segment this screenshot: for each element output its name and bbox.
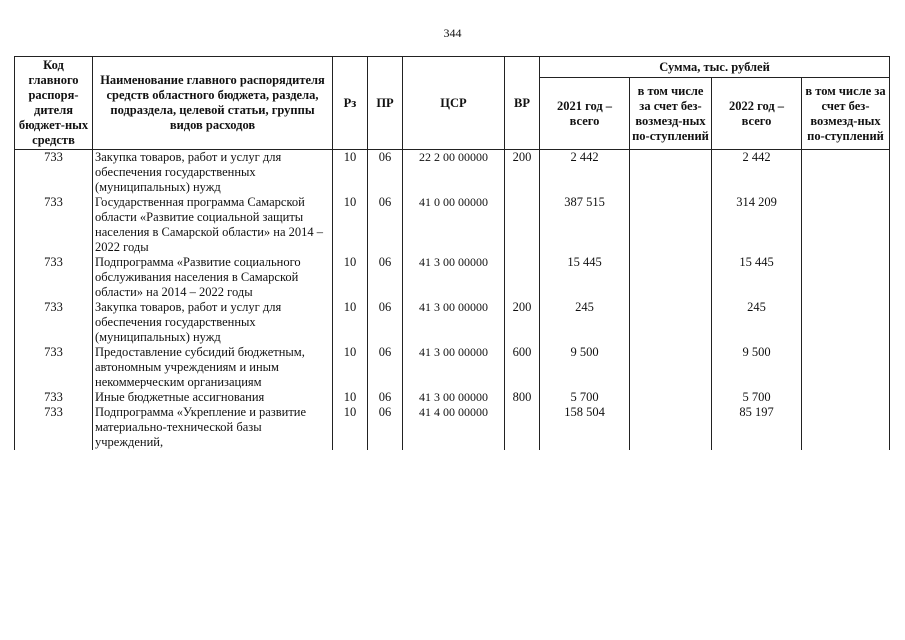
cell-code: 733 — [15, 195, 93, 255]
cell-name: Подпрограмма «Укрепление и развитие материально-технической базы учреждений, — [93, 405, 333, 450]
header-rz: Рз — [333, 57, 368, 150]
cell-code: 733 — [15, 255, 93, 300]
cell-2022-total: 314 209 — [712, 195, 802, 255]
header-sum: Сумма, тыс. рублей — [540, 57, 890, 78]
cell-code: 733 — [15, 150, 93, 196]
header-vr: ВР — [505, 57, 540, 150]
cell-name: Закупка товаров, работ и услуг для обеспечения государственных (муниципальных) нужд — [93, 150, 333, 196]
table-row — [15, 255, 890, 300]
table-row — [15, 195, 890, 255]
cell-code: 733 — [15, 300, 93, 345]
table-body — [15, 150, 890, 451]
cell-name: Государственная программа Самарской области «Развитие социальной защиты населения в Самарской области» на 2014 – 2022 годы — [93, 195, 333, 255]
cell-2022-total: 2 442 — [712, 150, 802, 196]
cell-name: Закупка товаров, работ и услуг для обеспечения государственных (муниципальных) нужд — [93, 300, 333, 345]
cell-2021-total: 15 445 — [540, 255, 630, 300]
header-name: Наименование главного распорядителя средств областного бюджета, раздела, подраздела, целевой статьи, группы видов расходов — [93, 57, 333, 150]
header-code: Код главного распоря-дителя бюджет-ных средств — [15, 57, 93, 150]
cell-csr: 41 3 00 00000 — [403, 300, 505, 345]
cell-csr: 22 2 00 00000 — [403, 150, 505, 196]
cell-2022-incl — [802, 300, 890, 345]
cell-2021-incl — [630, 390, 712, 405]
cell-rz: 10 — [333, 405, 368, 450]
cell-2022-incl — [802, 255, 890, 300]
cell-2021-total: 2 442 — [540, 150, 630, 196]
cell-vr: 200 — [505, 300, 540, 345]
table-row — [15, 300, 890, 345]
cell-code: 733 — [15, 405, 93, 450]
header-pr: ПР — [368, 57, 403, 150]
cell-2021-incl — [630, 405, 712, 450]
cell-2022-total: 245 — [712, 300, 802, 345]
cell-2022-incl — [802, 195, 890, 255]
table-row — [15, 405, 890, 450]
cell-csr: 41 3 00 00000 — [403, 390, 505, 405]
cell-2022-total: 15 445 — [712, 255, 802, 300]
cell-2022-total: 85 197 — [712, 405, 802, 450]
cell-name: Подпрограмма «Развитие социального обслуживания населения в Самарской области» на 2014 – 2022 годы — [93, 255, 333, 300]
cell-name: Предоставление субсидий бюджетным, автономным учреждениям и иным некоммерческим организациям — [93, 345, 333, 390]
table-row — [15, 390, 890, 405]
cell-2021-incl — [630, 195, 712, 255]
cell-vr — [505, 405, 540, 450]
cell-code: 733 — [15, 345, 93, 390]
header-2022-total: 2022 год – всего — [712, 78, 802, 150]
cell-2022-incl — [802, 390, 890, 405]
cell-2022-total: 5 700 — [712, 390, 802, 405]
cell-pr: 06 — [368, 345, 403, 390]
cell-2022-incl — [802, 405, 890, 450]
budget-table — [14, 56, 890, 450]
cell-2021-incl — [630, 255, 712, 300]
cell-csr: 41 4 00 00000 — [403, 405, 505, 450]
cell-name: Иные бюджетные ассигнования — [93, 390, 333, 405]
cell-2022-total: 9 500 — [712, 345, 802, 390]
cell-vr: 800 — [505, 390, 540, 405]
cell-rz: 10 — [333, 255, 368, 300]
cell-csr: 41 3 00 00000 — [403, 345, 505, 390]
cell-vr — [505, 195, 540, 255]
cell-vr: 600 — [505, 345, 540, 390]
cell-rz: 10 — [333, 195, 368, 255]
cell-rz: 10 — [333, 345, 368, 390]
cell-vr — [505, 255, 540, 300]
cell-pr: 06 — [368, 300, 403, 345]
cell-2021-incl — [630, 300, 712, 345]
cell-2021-total: 245 — [540, 300, 630, 345]
cell-rz: 10 — [333, 390, 368, 405]
cell-2021-total: 9 500 — [540, 345, 630, 390]
cell-pr: 06 — [368, 150, 403, 196]
cell-2021-incl — [630, 345, 712, 390]
cell-rz: 10 — [333, 300, 368, 345]
cell-code: 733 — [15, 390, 93, 405]
header-2021-incl: в том числе за счет без-возмезд-ных по-ступлений — [630, 78, 712, 150]
cell-pr: 06 — [368, 255, 403, 300]
cell-2021-total: 158 504 — [540, 405, 630, 450]
cell-rz: 10 — [333, 150, 368, 196]
header-2022-incl: в том числе за счет без-возмезд-ных по-ступлений — [802, 78, 890, 150]
cell-2021-total: 387 515 — [540, 195, 630, 255]
table-row — [15, 345, 890, 390]
cell-2021-total: 5 700 — [540, 390, 630, 405]
cell-pr: 06 — [368, 195, 403, 255]
cell-csr: 41 0 00 00000 — [403, 195, 505, 255]
cell-2021-incl — [630, 150, 712, 196]
cell-csr: 41 3 00 00000 — [403, 255, 505, 300]
cell-vr: 200 — [505, 150, 540, 196]
table-row — [15, 150, 890, 196]
header-2021-total: 2021 год – всего — [540, 78, 630, 150]
page-number: 344 — [443, 26, 462, 40]
cell-pr: 06 — [368, 405, 403, 450]
header-csr: ЦСР — [403, 57, 505, 150]
cell-pr: 06 — [368, 390, 403, 405]
cell-2022-incl — [802, 150, 890, 196]
cell-2022-incl — [802, 345, 890, 390]
